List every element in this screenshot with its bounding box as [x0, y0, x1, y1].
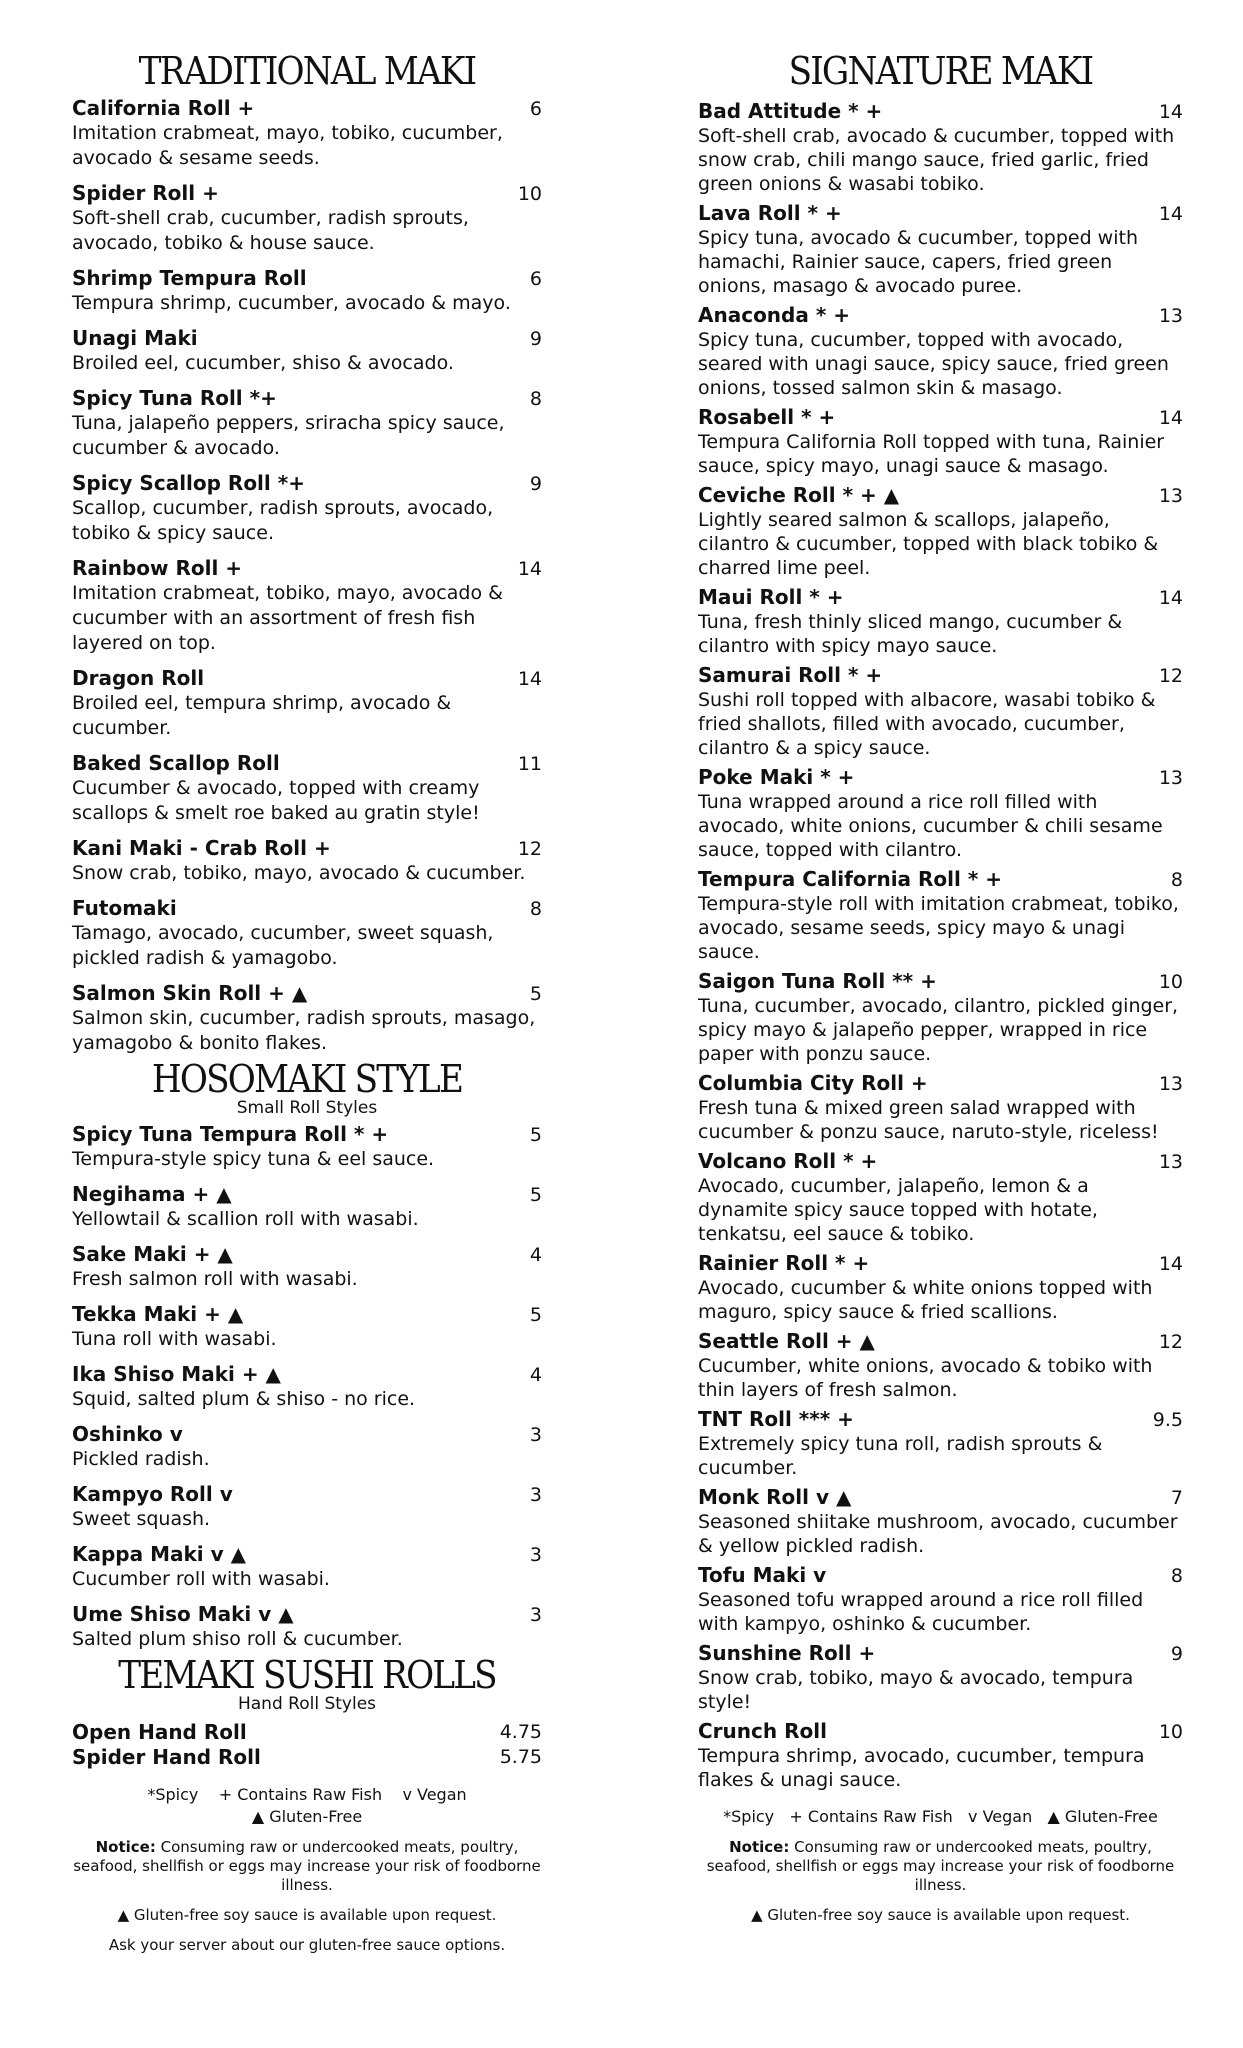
menu-item-name: Futomaki — [72, 896, 177, 920]
menu-item-price: 3 — [529, 1544, 542, 1566]
menu-item-price: 14 — [517, 558, 542, 580]
menu-item-description: Tempura shrimp, avocado, cucumber, tempura flakes & unagi sauce. — [698, 1745, 1145, 1791]
menu-item-header — [698, 406, 1183, 430]
menu-item-description: Scallop, cucumber, radish sprouts, avocado, tobiko & spicy sauce. — [72, 497, 494, 544]
menu-item — [72, 1362, 542, 1412]
menu-item-description: Imitation crabmeat, tobiko, mayo, avocado & cucumber with an assortment of fresh fish layered on top. — [72, 582, 503, 654]
menu-item-description: Sushi roll topped with albacore, wasabi tobiko & fried shallots, filled with avocado, cucumber, cilantro & a spicy sauce. — [698, 689, 1156, 759]
hosomaki-title: HOSOMAKI STYLE — [151, 1057, 463, 1101]
menu-item-price: 11 — [517, 753, 542, 775]
menu-item-description: Soft-shell crab, avocado & cucumber, topped with snow crab, chili mango sauce, fried garlic, fried green onions & wasabi tobiko. — [698, 125, 1175, 195]
menu-item-name: Ceviche Roll * + ▲ — [698, 483, 900, 507]
hand-roll-price: 5.75 — [499, 1746, 542, 1768]
menu-item-price: 12 — [1158, 665, 1183, 687]
menu-item-name: Spicy Scallop Roll *+ — [72, 471, 305, 495]
menu-item-description: Sweet squash. — [72, 1508, 211, 1530]
menu-item-price: 12 — [517, 838, 542, 860]
menu-item-price: 9.5 — [1152, 1409, 1183, 1431]
menu-item — [698, 100, 1183, 196]
left-column — [72, 0, 542, 1955]
menu-item-name: Maui Roll * + — [698, 585, 844, 609]
menu-item — [698, 1720, 1183, 1792]
temaki-subtitle: Hand Roll Styles — [237, 1694, 377, 1714]
menu-item-price: 14 — [1158, 101, 1183, 123]
menu-item-name: Salmon Skin Roll + ▲ — [72, 981, 308, 1005]
menu-item — [698, 1642, 1183, 1714]
menu-item-header — [72, 751, 542, 776]
menu-item-name: Unagi Maki — [72, 326, 198, 350]
menu-item-header — [72, 836, 542, 861]
hand-roll-price: 4.75 — [499, 1721, 542, 1743]
menu-item-header — [72, 1242, 542, 1267]
gluten-free-soy-note-right: ▲ Gluten-free soy sauce is available upon request. — [751, 1906, 1130, 1924]
menu-item-description: Fresh salmon roll with wasabi. — [72, 1268, 358, 1290]
menu-item-header — [698, 1072, 1183, 1096]
menu-item-description: Squid, salted plum & shiso - no rice. — [72, 1388, 416, 1410]
menu-item-price: 14 — [1158, 407, 1183, 429]
menu-item-description: Seasoned tofu wrapped around a rice roll filled with kampyo, oshinko & cucumber. — [698, 1589, 1144, 1635]
notice-label: Notice: — [95, 1838, 156, 1856]
menu-item-header — [72, 181, 542, 206]
menu-item-price: 5 — [529, 1184, 542, 1206]
menu-item-description: Avocado, cucumber, jalapeño, lemon & a dynamite spicy sauce topped with hotate, tenkatsu, eel sauce & tobiko. — [698, 1175, 1098, 1245]
menu-item — [698, 586, 1183, 658]
menu-item-name: Volcano Roll * + — [698, 1149, 878, 1173]
menu-item — [72, 981, 542, 1056]
menu-item-price: 8 — [529, 388, 542, 410]
menu-item-name: Seattle Roll + ▲ — [698, 1329, 875, 1353]
menu-item-header — [72, 386, 542, 411]
menu-item-name: Sunshine Roll + — [698, 1641, 876, 1665]
menu-item-price: 12 — [1158, 1331, 1183, 1353]
menu-item-price: 3 — [529, 1604, 542, 1626]
menu-item-header — [698, 1642, 1183, 1666]
menu-item-price: 3 — [529, 1484, 542, 1506]
menu-item — [72, 181, 542, 256]
menu-item-name: Anaconda * + — [698, 303, 851, 327]
menu-item-name: Spicy Tuna Tempura Roll * + — [72, 1122, 389, 1146]
menu-item-description: Imitation crabmeat, mayo, tobiko, cucumber, avocado & sesame seeds. — [72, 122, 503, 169]
menu-item-header — [72, 981, 542, 1006]
traditional-maki-title: TRADITIONAL MAKI — [138, 49, 476, 93]
menu-item-header — [72, 96, 542, 121]
menu-item-name: Crunch Roll — [698, 1719, 827, 1743]
menu-item-price: 9 — [529, 473, 542, 495]
menu-item-price: 6 — [529, 98, 542, 120]
legend-right: *Spicy + Contains Raw Fish v Vegan ▲ Gluten-Free — [723, 1807, 1158, 1826]
hand-roll-name: Spider Hand Roll — [72, 1745, 261, 1769]
menu-item-price: 10 — [517, 183, 542, 205]
notice-text: Consuming raw or undercooked meats, poultry, seafood, shellfish or eggs may increase your risk of foodborne illness. — [73, 1838, 541, 1894]
menu-item-header — [698, 664, 1183, 688]
menu-item — [698, 304, 1183, 400]
menu-item-name: Shrimp Tempura Roll — [72, 266, 307, 290]
menu-item-name: Poke Maki * + — [698, 765, 855, 789]
menu-item-name: Sake Maki + ▲ — [72, 1242, 233, 1266]
menu-item — [698, 484, 1183, 580]
notice-label: Notice: — [729, 1838, 790, 1856]
notice-right — [698, 1838, 1183, 1895]
menu-item-description: Broiled eel, cucumber, shiso & avocado. — [72, 352, 454, 374]
menu-item-price: 8 — [1170, 1565, 1183, 1587]
gluten-free-soy-note: ▲ Gluten-free soy sauce is available upon request. — [117, 1906, 497, 1924]
menu-item-name: Oshinko v — [72, 1422, 183, 1446]
menu-item-description: Snow crab, tobiko, mayo & avocado, tempura style! — [698, 1667, 1134, 1713]
menu-item — [698, 1330, 1183, 1402]
menu-item-price: 13 — [1158, 305, 1183, 327]
menu-item-name: Spider Roll + — [72, 181, 219, 205]
menu-item-description: Cucumber & avocado, topped with creamy scallops & smelt roe baked au gratin style! — [72, 777, 480, 824]
menu-item-name: Monk Roll v ▲ — [698, 1485, 852, 1509]
menu-item — [698, 1486, 1183, 1558]
menu-item-name: Bad Attitude * + — [698, 99, 883, 123]
hosomaki-list — [72, 1122, 542, 1652]
menu-item-description: Cucumber, white onions, avocado & tobiko with thin layers of fresh salmon. — [698, 1355, 1153, 1401]
menu-item-header — [698, 484, 1183, 508]
menu-item — [72, 1602, 542, 1652]
menu-item-header — [72, 1542, 542, 1567]
menu-item-header — [698, 1252, 1183, 1276]
menu-item-header — [698, 1720, 1183, 1744]
menu-item — [72, 96, 542, 171]
menu-item — [72, 1482, 542, 1532]
menu-item-price: 14 — [517, 668, 542, 690]
menu-item-description: Tamago, avocado, cucumber, sweet squash, pickled radish & yamagobo. — [72, 922, 494, 969]
menu-item-description: Tuna, cucumber, avocado, cilantro, pickled ginger, spicy mayo & jalapeño pepper, wrapped in rice paper with ponzu sauce. — [698, 995, 1179, 1065]
menu-item-description: Tuna roll with wasabi. — [72, 1328, 277, 1350]
menu-item-description: Fresh tuna & mixed green salad wrapped with cucumber & ponzu sauce, naruto-style, riceless! — [698, 1097, 1159, 1143]
menu-item — [698, 1564, 1183, 1636]
signature-maki-title: SIGNATURE MAKI — [788, 49, 1093, 93]
menu-item-description: Spicy tuna, cucumber, topped with avocado, seared with unagi sauce, spicy sauce, fried green onions, tossed salmon skin & masago. — [698, 329, 1169, 399]
ask-server-note: Ask your server about our gluten-free sauce options. — [108, 1936, 506, 1954]
menu-item-price: 13 — [1158, 1151, 1183, 1173]
traditional-maki-list — [72, 96, 542, 1056]
menu-item — [72, 1242, 542, 1292]
menu-item-name: Tekka Maki + ▲ — [72, 1302, 244, 1326]
menu-item-name: Kampyo Roll v — [72, 1482, 233, 1506]
notice-text: Consuming raw or undercooked meats, poultry, seafood, shellfish or eggs may increase your risk of foodborne illness. — [706, 1838, 1175, 1894]
menu-item — [72, 751, 542, 826]
menu-item — [72, 326, 542, 376]
menu-item — [72, 471, 542, 546]
menu-item-price: 14 — [1158, 587, 1183, 609]
menu-item-name: Rainbow Roll + — [72, 556, 243, 580]
menu-item-price: 9 — [529, 328, 542, 350]
menu-item-description: Soft-shell crab, cucumber, radish sprouts, avocado, tobiko & house sauce. — [72, 207, 469, 254]
menu-item — [698, 1408, 1183, 1480]
menu-item — [698, 406, 1183, 478]
menu-item-price: 4 — [529, 1244, 542, 1266]
menu-item — [72, 1302, 542, 1352]
menu-item-header — [72, 1302, 542, 1327]
menu-item-name: Negihama + ▲ — [72, 1182, 232, 1206]
menu-item — [72, 1422, 542, 1472]
menu-item-name: Lava Roll * + — [698, 201, 842, 225]
menu-item-header — [72, 1482, 542, 1507]
menu-item-header — [72, 896, 542, 921]
menu-item-price: 7 — [1170, 1487, 1183, 1509]
hosomaki-subtitle: Small Roll Styles — [236, 1098, 378, 1118]
menu-item-price: 5 — [529, 1124, 542, 1146]
menu-item — [72, 386, 542, 461]
menu-item — [698, 1252, 1183, 1324]
menu-item-name: Baked Scallop Roll — [72, 751, 280, 775]
menu-item-header — [72, 1602, 542, 1627]
menu-item — [72, 1182, 542, 1232]
menu-item-price: 14 — [1158, 1253, 1183, 1275]
menu-item-header — [72, 666, 542, 691]
menu-item-price: 10 — [1158, 1721, 1183, 1743]
menu-item-description: Lightly seared salmon & scallops, jalapeño, cilantro & cucumber, topped with black tobiko & charred lime peel. — [698, 509, 1159, 579]
signature-maki-list — [698, 100, 1183, 1792]
hand-roll-item — [72, 1745, 542, 1770]
menu-item — [698, 766, 1183, 862]
menu-item-name: Rainier Roll * + — [698, 1251, 870, 1275]
right-column — [698, 0, 1183, 1925]
menu-item-header — [698, 868, 1183, 892]
menu-item-name: Columbia City Roll + — [698, 1071, 928, 1095]
menu-item-price: 6 — [529, 268, 542, 290]
menu-item-header — [698, 970, 1183, 994]
hand-roll-item — [72, 1720, 542, 1745]
menu-item-header — [698, 202, 1183, 226]
menu-item — [698, 202, 1183, 298]
temaki-list — [72, 1720, 542, 1770]
menu-item-description: Salted plum shiso roll & cucumber. — [72, 1628, 403, 1650]
menu-item-header — [698, 1564, 1183, 1588]
menu-item — [698, 868, 1183, 964]
menu-item-header — [698, 100, 1183, 124]
menu-item-description: Tempura shrimp, cucumber, avocado & mayo. — [72, 292, 511, 314]
notice — [72, 1838, 542, 1895]
menu-item-name: Ume Shiso Maki v ▲ — [72, 1602, 294, 1626]
menu-item-price: 13 — [1158, 1073, 1183, 1095]
menu-item-name: Saigon Tuna Roll ** + — [698, 969, 937, 993]
legend-line-2: ▲ Gluten-Free — [251, 1807, 363, 1826]
menu-item-name: Kappa Maki v ▲ — [72, 1542, 246, 1566]
menu-item-price: 4 — [529, 1364, 542, 1386]
menu-item-header — [698, 1330, 1183, 1354]
menu-item — [72, 556, 542, 656]
menu-item-price: 10 — [1158, 971, 1183, 993]
menu-item-description: Extremely spicy tuna roll, radish sprouts & cucumber. — [698, 1433, 1103, 1479]
menu-item-name: Tofu Maki v — [698, 1563, 827, 1587]
menu-item-name: Samurai Roll * + — [698, 663, 883, 687]
menu-item-description: Broiled eel, tempura shrimp, avocado & cucumber. — [72, 692, 452, 739]
menu-item — [72, 266, 542, 316]
menu-item-header — [698, 1408, 1183, 1432]
menu-item-header — [698, 1486, 1183, 1510]
menu-item — [698, 664, 1183, 760]
menu-item-description: Spicy tuna, avocado & cucumber, topped with hamachi, Rainier sauce, capers, fried green onions, masago & avocado puree. — [698, 227, 1138, 297]
menu-item-price: 13 — [1158, 485, 1183, 507]
menu-item-price: 8 — [529, 898, 542, 920]
menu-item-header — [698, 304, 1183, 328]
menu-item-description: Avocado, cucumber & white onions topped with maguro, spicy sauce & fried scallions. — [698, 1277, 1153, 1323]
menu-item-price: 14 — [1158, 203, 1183, 225]
menu-item-name: California Roll + — [72, 96, 255, 120]
menu-item-name: Kani Maki - Crab Roll + — [72, 836, 331, 860]
hand-roll-name: Open Hand Roll — [72, 1720, 247, 1744]
menu-item-name: Ika Shiso Maki + ▲ — [72, 1362, 281, 1386]
menu-item-price: 5 — [529, 1304, 542, 1326]
menu-item-price: 5 — [529, 983, 542, 1005]
menu-item-header — [72, 1422, 542, 1447]
menu-item-name: Tempura California Roll * + — [698, 867, 1003, 891]
menu-item-header — [72, 1362, 542, 1387]
menu-item-description: Yellowtail & scallion roll with wasabi. — [72, 1208, 419, 1230]
menu-item — [72, 896, 542, 971]
menu-item-header — [72, 266, 542, 291]
menu-item-description: Tempura-style roll with imitation crabmeat, tobiko, avocado, sesame seeds, spicy mayo & unagi sauce. — [698, 893, 1179, 963]
menu-item — [698, 1072, 1183, 1144]
menu-item-header — [72, 471, 542, 496]
menu-item-name: Rosabell * + — [698, 405, 836, 429]
menu-item-price: 13 — [1158, 767, 1183, 789]
menu-item-description: Tuna, fresh thinly sliced mango, cucumber & cilantro with spicy mayo sauce. — [698, 611, 1123, 657]
menu-item-description: Snow crab, tobiko, mayo, avocado & cucumber. — [72, 862, 526, 884]
menu-item — [72, 666, 542, 741]
legend-line-1: *Spicy + Contains Raw Fish v Vegan — [147, 1785, 467, 1804]
menu-item-description: Tuna, jalapeño peppers, sriracha spicy sauce, cucumber & avocado. — [72, 412, 505, 459]
legend — [72, 1784, 542, 1828]
menu-item-description: Pickled radish. — [72, 1448, 210, 1470]
temaki-title: TEMAKI SUSHI ROLLS — [118, 1653, 496, 1697]
menu-item-header — [698, 766, 1183, 790]
menu-item-header — [72, 556, 542, 581]
menu-item-price: 3 — [529, 1424, 542, 1446]
menu-item — [72, 836, 542, 886]
menu-item-name: Spicy Tuna Roll *+ — [72, 386, 277, 410]
menu-item-name: Dragon Roll — [72, 666, 205, 690]
menu-item — [698, 1150, 1183, 1246]
menu-item-header — [698, 586, 1183, 610]
menu-item-price: 9 — [1170, 1643, 1183, 1665]
menu-item-header — [698, 1150, 1183, 1174]
menu-item-description: Tempura-style spicy tuna & eel sauce. — [72, 1148, 435, 1170]
menu-item-description: Cucumber roll with wasabi. — [72, 1568, 330, 1590]
menu-item — [72, 1542, 542, 1592]
menu-item-header — [72, 326, 542, 351]
menu-item-name: TNT Roll *** + — [698, 1407, 854, 1431]
menu-item-description: Salmon skin, cucumber, radish sprouts, masago, yamagobo & bonito flakes. — [72, 1007, 536, 1054]
menu-item-price: 8 — [1170, 869, 1183, 891]
menu-item-header — [72, 1182, 542, 1207]
menu-item-description: Seasoned shiitake mushroom, avocado, cucumber & yellow pickled radish. — [698, 1511, 1178, 1557]
menu-item — [698, 970, 1183, 1066]
menu-item-description: Tuna wrapped around a rice roll filled with avocado, white onions, cucumber & chili sesame sauce, topped with cilantro. — [698, 791, 1163, 861]
menu-item-header — [72, 1122, 542, 1147]
menu-item-description: Tempura California Roll topped with tuna, Rainier sauce, spicy mayo, unagi sauce & masago. — [698, 431, 1165, 477]
menu-item — [72, 1122, 542, 1172]
